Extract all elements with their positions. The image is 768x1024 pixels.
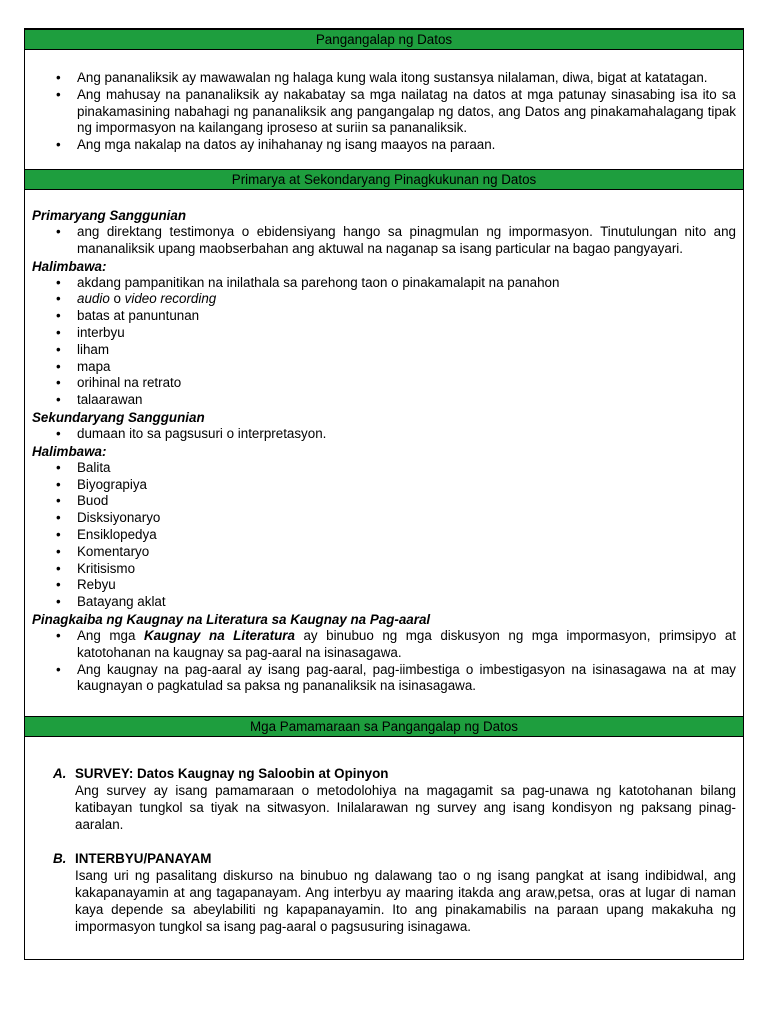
- difference-heading: Pinagkaiba ng Kaugnay na Literatura sa Kaugnay na Pag-aaral: [32, 611, 431, 627]
- diff-pre: Ang mga: [77, 627, 144, 643]
- survey-heading: [53, 765, 736, 782]
- list-item: • Komentaryo: [32, 544, 736, 561]
- interbyu-heading: [53, 850, 736, 867]
- primary-example-list: [32, 275, 736, 409]
- interbyu-paragraph: Isang uri ng pasalitang diskurso na binubuo ng dalawang tao o ng isang pangkat at isang indibidwal, ang kakapanayamin at ang tagapanayam. Ang interbyu ay maaring itakda ang araw,petsa, oras at lugar di naman kaya depende sa abeylabiliti ng kapapanayamin. Ito ang pinakamabilis na paraan upang makakuha ng impormasyon tungkol sa isang pag-aaral o pagsusuring isinagawa.: [75, 868, 736, 934]
- audio-text: audio: [77, 291, 110, 307]
- bullet-list: [32, 426, 736, 443]
- survey-paragraph: Ang survey ay isang pamamaraan o metodolohiya na magagamit sa pag-unawa ng katotohanan bilang katibayan tungkol sa tiyak na sitwasyon. Inilalarawan ng survey ang isang kondisyon ng paksang pinag-aaralan.: [75, 783, 736, 832]
- secondary-example-list: [32, 460, 736, 611]
- list-item: • liham: [32, 342, 736, 359]
- bullet-list: [32, 224, 736, 258]
- list-item: • akdang pampanitikan na inilathala sa parehong taon o pinakamalapit na panahon: [32, 275, 736, 292]
- list-item: • batas at panuntunan: [32, 308, 736, 325]
- list-item: • Kritisismo: [32, 561, 736, 578]
- example-heading: Halimbawa:: [32, 443, 107, 459]
- section-header-pangangalap: [25, 29, 743, 50]
- video-text: video recording: [124, 291, 217, 307]
- list-item: • mapa: [32, 359, 736, 376]
- primary-heading: Primaryang Sanggunian: [32, 208, 187, 223]
- list-item: • Ang pananaliksik ay mawawalan ng halaga kung wala itong sustansya nilalaman, diwa, bigat at katatagan.: [32, 70, 736, 87]
- connector-text: o: [109, 291, 125, 307]
- item-letter: A.: [53, 766, 67, 781]
- bullet-list: [32, 70, 736, 154]
- secondary-heading: Sekundaryang Sanggunian: [32, 409, 205, 425]
- item-title: INTERBYU/PANAYAM: [75, 851, 212, 866]
- list-item: • Buod: [32, 493, 736, 510]
- section-header-pamamaraan: [25, 716, 743, 737]
- kaugnay-literatura-term: Kaugnay na Literatura: [143, 627, 295, 643]
- list-item: • Ang kaugnay na pag-aaral ay isang pag-aaral, pag-iimbestiga o imbestigasyon na isinasagawa na at may kaugnayan o pagkatulad sa paksa ng pananaliksik na isinasagawa.: [32, 662, 736, 696]
- list-item: • Ensiklopedya: [32, 527, 736, 544]
- document-page: [24, 28, 744, 960]
- list-item: • ang direktang testimonya o ebidensiyang hango sa pinagmulan ng impormasyon. Tinutulungan nito ang mananaliksik upang maobserbahan ang aktuwal na naganap sa isang particular na bagao pangyayari.: [32, 224, 736, 258]
- item-title: SURVEY: Datos Kaugnay ng Saloobin at Opinyon: [75, 766, 389, 781]
- section-pangangalap-body: [32, 70, 736, 154]
- diff-post: ay binubuo ng mga diskusyon ng mga impormasyon, primsipyo at katotohanan na kaugnay sa pag-aaral na isinasagawa.: [77, 627, 736, 660]
- list-item: • talaarawan: [32, 392, 736, 409]
- list-item: [32, 628, 736, 662]
- section-title: Mga Pamamaraan sa Pangangalap ng Datos: [250, 719, 518, 734]
- list-item: • Balita: [32, 460, 736, 477]
- list-item: • Biyograpiya: [32, 477, 736, 494]
- list-item: • Ang mahusay na pananaliksik ay nakabatay sa mga nailatag na datos at mga patunay sinasabing isa ito sa pinakamasining nabahagi ng pananaliksik ang pangangalap ng datos, ang Datos ang pinakamahalagang tipak ng impormasyon na kailangang iproseso at suriin sa pananaliksik.: [32, 87, 736, 137]
- list-item: [32, 291, 736, 308]
- bullet-list: [32, 628, 736, 695]
- list-item: • orihinal na retrato: [32, 375, 736, 392]
- item-letter: B.: [53, 851, 67, 866]
- list-item: • Disksiyonaryo: [32, 510, 736, 527]
- section-title: Primarya at Sekondaryang Pinagkukunan ng Datos: [231, 172, 537, 187]
- section-pamamaraan-body: [53, 765, 736, 935]
- example-heading: Halimbawa:: [32, 258, 107, 274]
- list-item: • Rebyu: [32, 577, 736, 594]
- list-item: • Ang mga nakalap na datos ay inihahanay ng isang maayos na paraan.: [32, 137, 736, 154]
- spacer: [53, 833, 736, 850]
- section-title: Pangangalap ng Datos: [315, 32, 453, 47]
- list-item: • interbyu: [32, 325, 736, 342]
- section-primarya-body: [32, 207, 736, 695]
- list-item: • dumaan ito sa pagsusuri o interpretasyon.: [32, 426, 736, 443]
- section-header-primarya: [25, 169, 743, 190]
- list-item: • Batayang aklat: [32, 594, 736, 611]
